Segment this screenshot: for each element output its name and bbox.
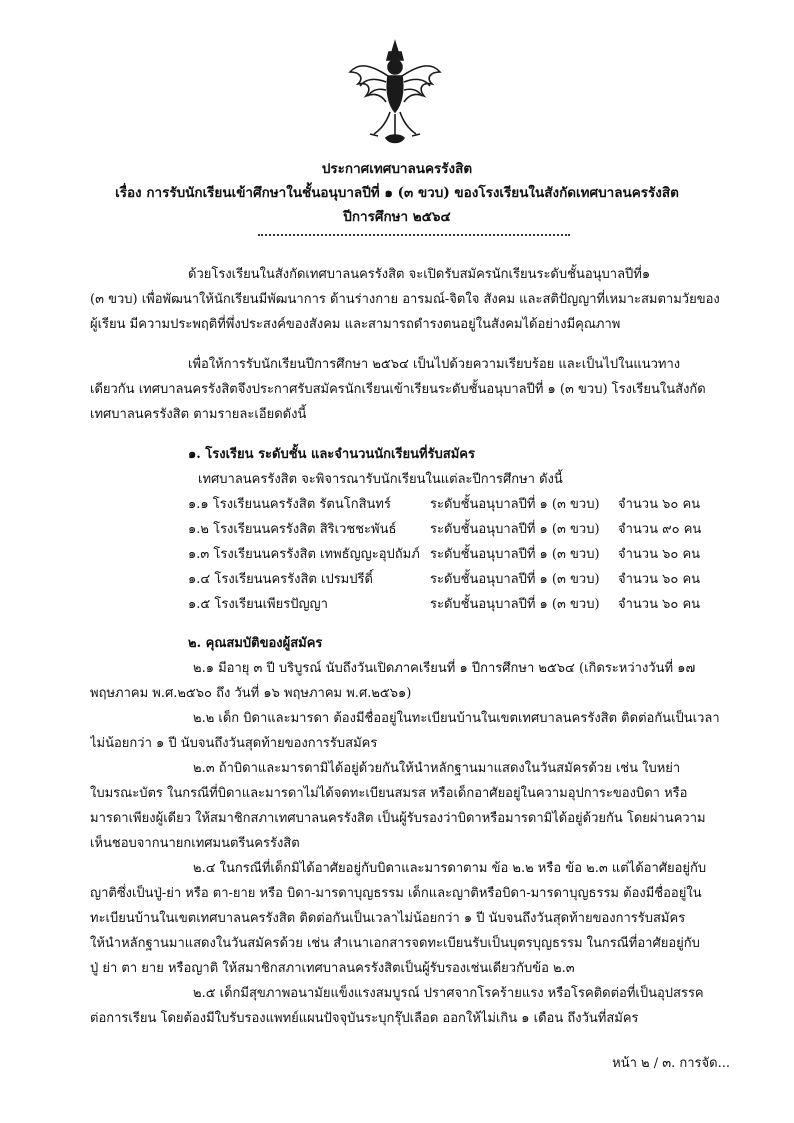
paragraph-line: เทศบาลนครรังสิต ตามรายละเอียดดังนี้: [90, 407, 307, 422]
school-level: ระดับชั้นอนุบาลปีที่ ๑ (๓ ขวบ): [430, 497, 600, 512]
school-quantity: จำนวน ๖๐ คน: [618, 547, 701, 562]
paragraph-line: (๓ ขวบ) เพื่อพัฒนาให้นักเรียนมีพัฒนาการ ด้านร่างกาย อารมณ์-จิตใจ สังคม และสติปัญญาที่เหมาะสมตามวัยของ: [90, 292, 720, 307]
school-level: ระดับชั้นอนุบาลปีที่ ๑ (๓ ขวบ): [430, 572, 600, 587]
qualification-line: ญาติซึ่งเป็นปู่-ย่า หรือ ตา-ยาย หรือ บิดา-มารดาบุญธรรม เด็กและญาติหรือบิดา-มารดาบุญธรรม ต้องมีชื่ออยู่ใน: [90, 886, 702, 901]
intro-paragraph-1: [90, 262, 720, 337]
school-row: [90, 592, 720, 617]
qualification-line: ๒.๕ เด็กมีสุขภาพอนามัยแข็งแรงสมบูรณ์ ปราศจากโรคร้ายแรง หรือโรคติดต่อที่เป็นอุปสรรค: [193, 986, 704, 1001]
paragraph-line: เพื่อให้การรับนักเรียนปีการศึกษา ๒๕๖๔ เป็นไปด้วยความเรียบร้อย และเป็นไปในแนวทาง: [188, 357, 681, 372]
qualification-line: ๒.๓ ถ้าบิดาและมารดามิได้อยู่ด้วยกันให้นำหลักฐานมาแสดงในวันสมัครด้วย เช่น ใบหย่า: [193, 761, 681, 776]
garuda-emblem-icon: [346, 38, 444, 148]
qualification-line: ปู่ ย่า ตา ยาย หรือญาติ ให้สมาชิกสภาเทศบาลนครรังสิตเป็นผู้รับรองเช่นเดียวกับข้อ ๒.๓: [90, 961, 575, 976]
page-continuation-note: หน้า ๒ / ๓. การจัด...: [612, 1056, 730, 1071]
school-quantity: จำนวน ๖๐ คน: [618, 497, 701, 512]
announcement-title: ประกาศเทศบาลนครรังสิต: [321, 161, 473, 177]
school-name: ๑.๔ โรงเรียนนครรังสิต เปรมปรีดิ์: [188, 572, 373, 587]
section-1-lead: เทศบาลนครรังสิต จะพิจารณารับนักเรียนในแต่ละปีการศึกษา ดังนี้: [198, 472, 563, 487]
qualification-line: ทะเบียนบ้านในเขตเทศบาลนครรังสิต ติดต่อกันเป็นเวลาไม่น้อยกว่า ๑ ปี นับจนถึงวันสุดท้ายของการรับสมัคร: [90, 911, 686, 926]
school-level: ระดับชั้นอนุบาลปีที่ ๑ (๓ ขวบ): [430, 547, 600, 562]
school-quantity: จำนวน ๙๐ คน: [618, 522, 702, 537]
school-quantity: จำนวน ๖๐ คน: [618, 597, 701, 612]
paragraph-line: ผู้เรียน มีความประพฤติที่พึ่งประสงค์ของสังคม และสามารถดำรงตนอยู่ในสังคมได้อย่างมีคุณภาพ: [90, 317, 621, 332]
qualification-line: ไม่น้อยกว่า ๑ ปี นับจนถึงวันสุดท้ายของการรับสมัคร: [90, 736, 378, 751]
paragraph-line: เดียวกัน เทศบาลนครรังสิตจึงประกาศรับสมัครนักเรียนเข้าเรียนระดับชั้นอนุบาลปีที่ ๑ (๓ ขวบ) โรงเรียนในสังกัด: [90, 382, 706, 397]
announcement-subject: เรื่อง การรับนักเรียนเข้าศึกษาในชั้นอนุบาลปีที่ ๑ (๓ ขวบ) ของโรงเรียนในสังกัดเทศบาลนครรังสิต: [115, 185, 679, 201]
school-row: [90, 492, 720, 517]
qualification-line: มารดาเพียงผู้เดียว ให้สมาชิกสภาเทศบาลนครรังสิต เป็นผู้รับรองว่าบิดาหรือมารดามิได้อยู่ด้วยกัน โดยผ่านความ: [90, 811, 706, 826]
section-2: [90, 631, 720, 1031]
title-divider: [258, 234, 570, 236]
qualification-line: พฤษภาคม พ.ศ.๒๕๖๐ ถึง วันที่ ๑๖ พฤษภาคม พ.ศ.๒๕๖๑): [90, 686, 412, 701]
school-name: ๑.๕ โรงเรียนเพียรปัญญา: [188, 597, 328, 612]
qualification-line: เห็นชอบจากนายกเทศมนตรีนครรังสิต: [90, 836, 300, 851]
intro-paragraph-2: [90, 352, 720, 427]
announcement-title-block: [0, 157, 794, 229]
school-row: [90, 542, 720, 567]
school-row: [90, 567, 720, 592]
school-name: ๑.๓ โรงเรียนนครรังสิต เทพธัญญะอุปถัมภ์: [188, 547, 420, 562]
section-1-heading: ๑. โรงเรียน ระดับชั้น และจำนวนนักเรียนที่รับสมัคร: [188, 447, 475, 462]
academic-year: ปีการศึกษา ๒๕๖๔: [343, 209, 451, 225]
qualification-line: ๒.๒ เด็ก บิดาและมารดา ต้องมีชื่ออยู่ในทะเบียนบ้านในเขตเทศบาลนครรังสิต ติดต่อกันเป็นเวลา: [193, 711, 720, 726]
school-name: ๑.๑ โรงเรียนนครรังสิต รัตนโกสินทร์: [188, 497, 391, 512]
qualification-line: ใบมรณะบัตร ในกรณีที่บิดาและมารดาไม่ได้จดทะเบียนสมรส หรือเด็กอาศัยอยู่ในความอุปการะของบิดา หรือ: [90, 786, 688, 801]
document-body: [90, 262, 720, 1031]
section-2-heading: ๒. คุณสมบัติของผู้สมัคร: [188, 636, 323, 651]
qualification-line: ต่อการเรียน โดยต้องมีใบรับรองแพทย์แผนปัจจุบันระบุกรุ๊ปเลือด ออกให้ไม่เกิน ๑ เดือน ถึงวันที่สมัคร: [90, 1011, 639, 1026]
qualification-line: ๒.๔ ในกรณีที่เด็กมิได้อาศัยอยู่กับบิดาและมารดาตาม ข้อ ๒.๒ หรือ ข้อ ๒.๓ แต่ได้อาศัยอยู่กับ: [193, 861, 707, 876]
school-row: [90, 517, 720, 542]
school-level: ระดับชั้นอนุบาลปีที่ ๑ (๓ ขวบ): [430, 597, 600, 612]
school-name: ๑.๒ โรงเรียนนครรังสิต สิริเวชชะพันธ์: [188, 522, 397, 537]
section-1: [90, 442, 720, 617]
school-quantity: จำนวน ๖๐ คน: [618, 572, 701, 587]
paragraph-line: ด้วยโรงเรียนในสังกัดเทศบาลนครรังสิต จะเปิดรับสมัครนักเรียนระดับชั้นอนุบาลปีที่๑: [188, 267, 651, 282]
qualification-line: ให้นำหลักฐานมาแสดงในวันสมัครด้วย เช่น สำเนาเอกสารจดทะเบียนรับเป็นบุตรบุญธรรม ในกรณีที่อาศัยอยู่กับ: [90, 936, 700, 951]
qualification-line: ๒.๑ มีอายุ ๓ ปี บริบูรณ์ นับถึงวันเปิดภาคเรียนที่ ๑ ปีการศึกษา ๒๕๖๔ (เกิดระหว่างวันที่ ๑๗: [193, 661, 696, 676]
school-level: ระดับชั้นอนุบาลปีที่ ๑ (๓ ขวบ): [430, 522, 600, 537]
